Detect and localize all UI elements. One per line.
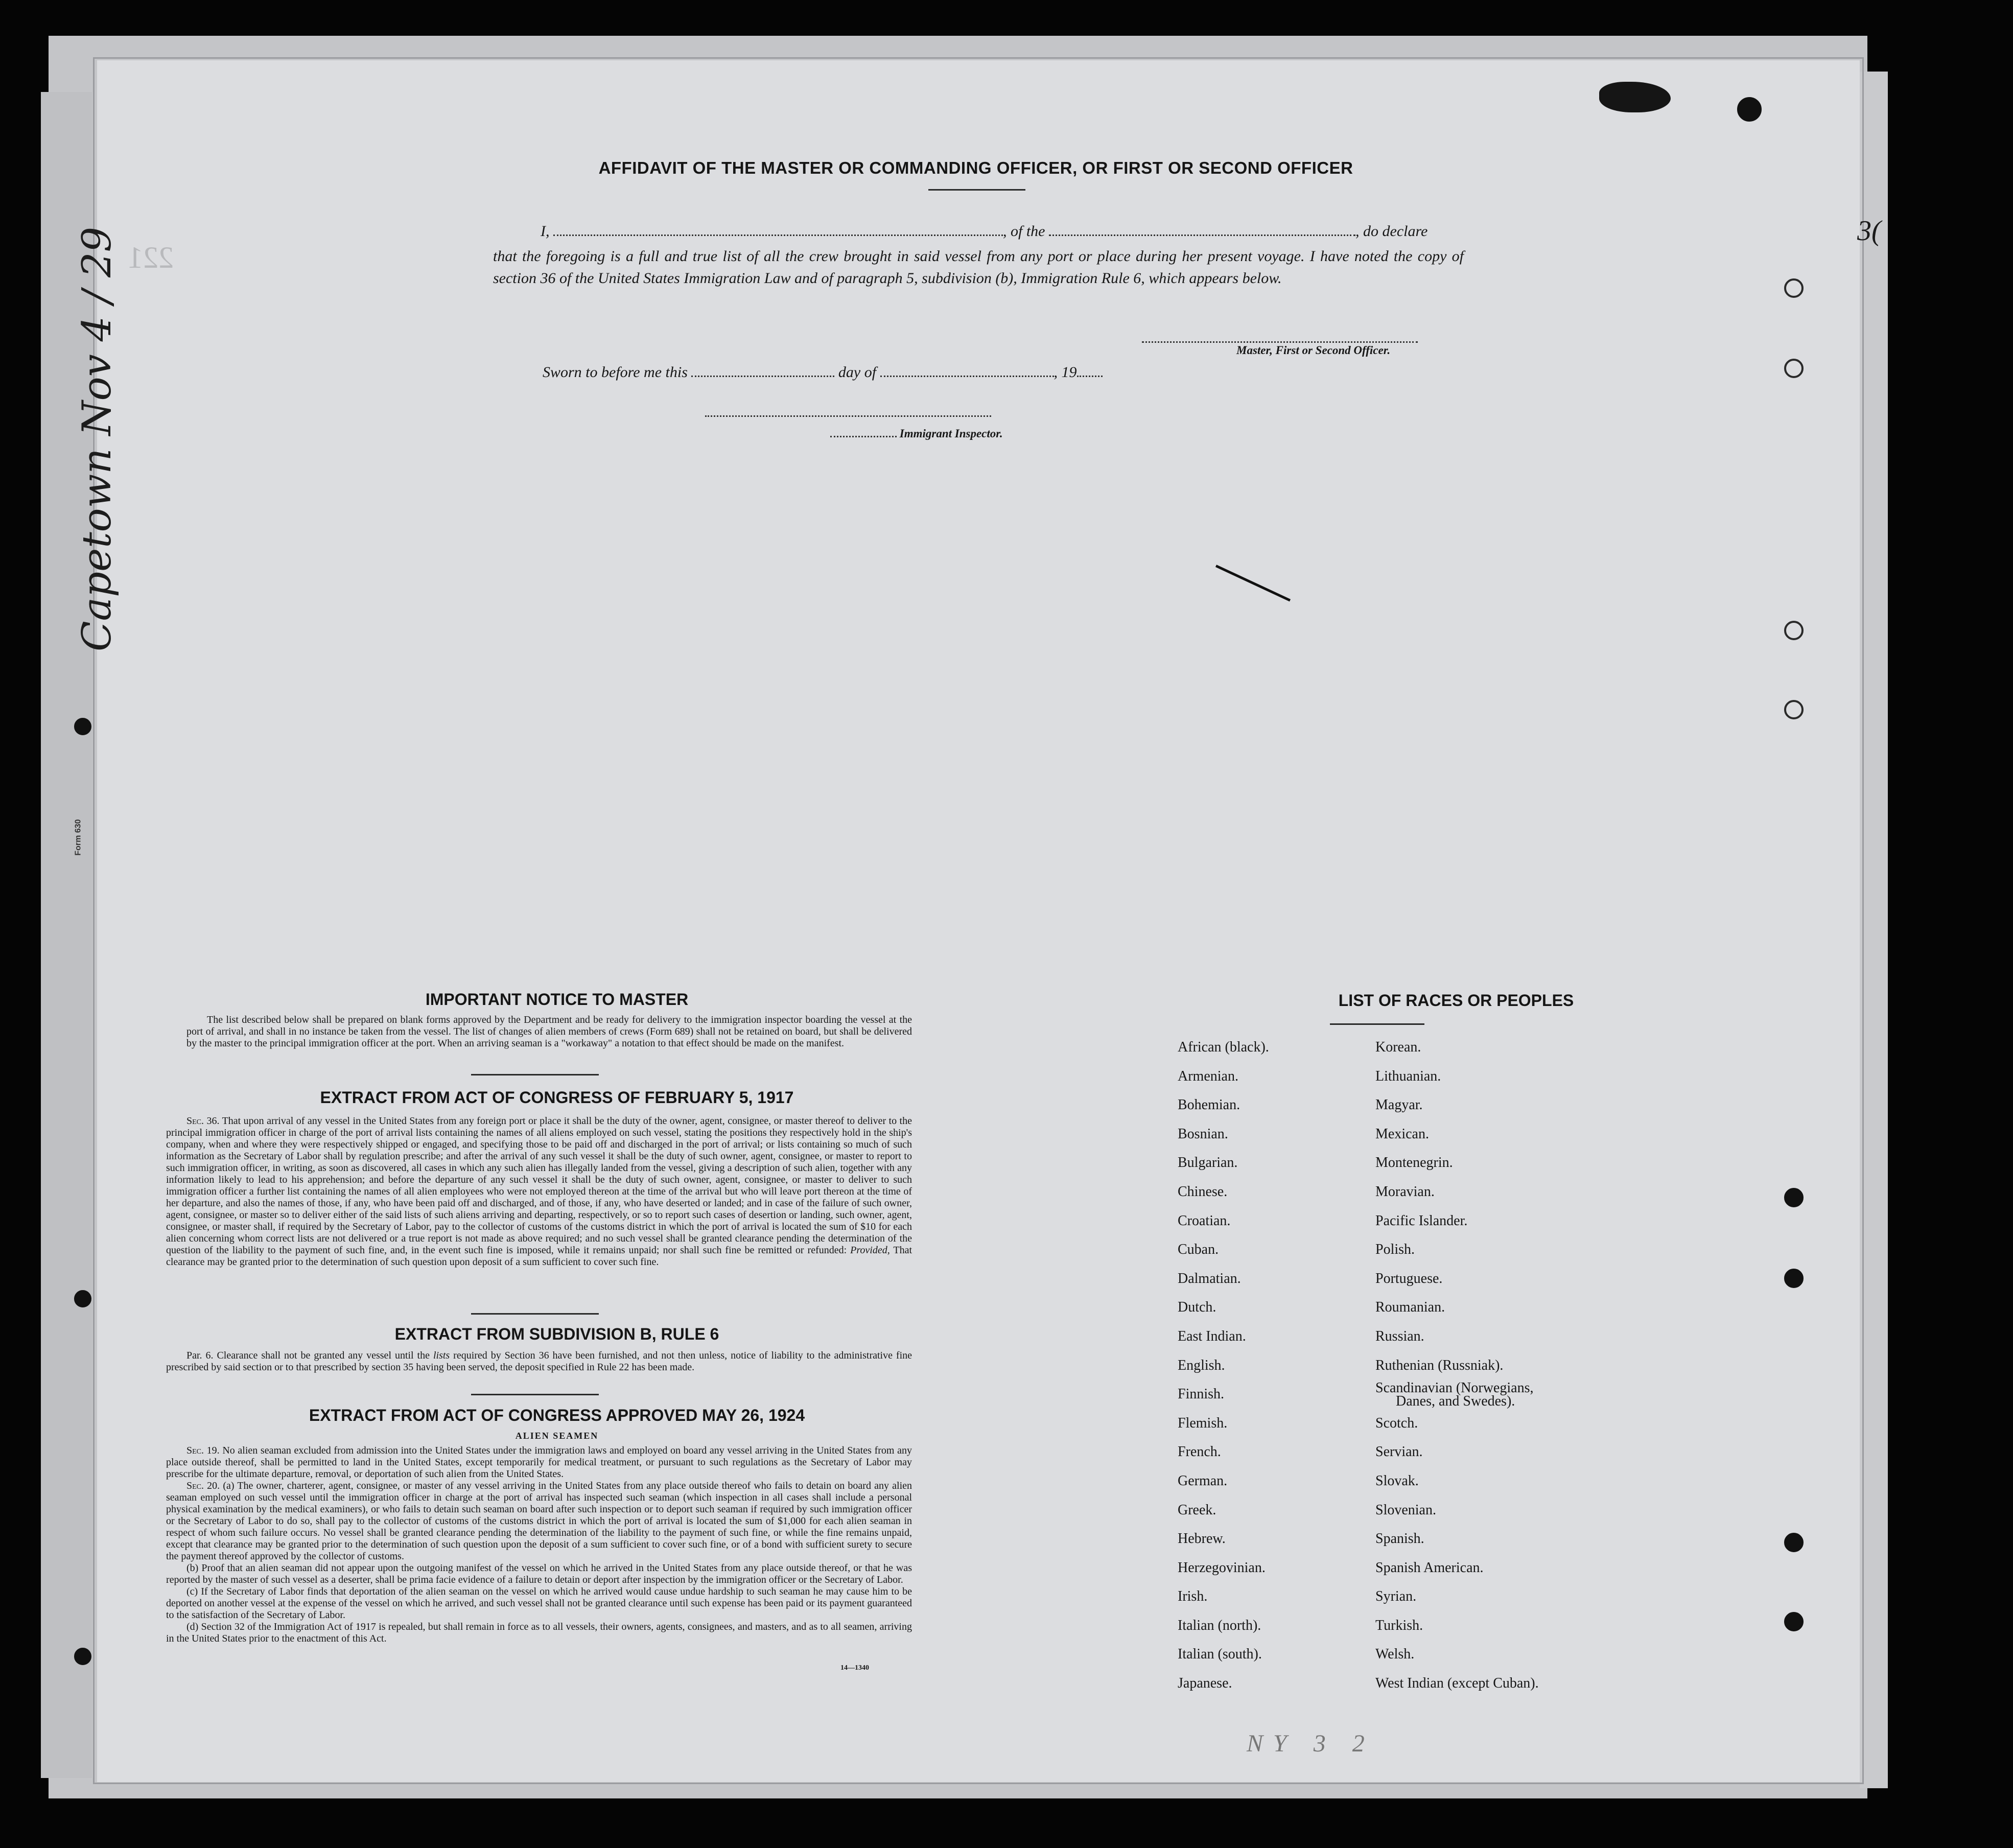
inspector-caption: Immigrant Inspector. xyxy=(899,427,1003,440)
sec-19-label: Sec. 19. xyxy=(186,1445,220,1456)
sec-20b-text: (b) Proof that an alien seaman did not appear upon the outgoing manifest of the vessel on which he arrived in the United States from any place outside thereof, or that he was reported by the master of such vessel as a deserter, shall be prima facie evidence of a failure to detain or deport after inspection by the immigration officer or the Secretary of Labor. xyxy=(166,1562,912,1585)
race-item: Montenegrin. xyxy=(1375,1155,1453,1171)
race-item: Moravian. xyxy=(1375,1183,1435,1200)
race-item: Dalmatian. xyxy=(1178,1270,1241,1286)
provided-text: That clearance may be granted prior to the determination of such question upon deposit of a sum sufficient to cover such fine. xyxy=(166,1245,912,1268)
extract-1917-body xyxy=(166,1115,912,1268)
affidavit-title: AFFIDAVIT OF THE MASTER OR COMMANDING OFFICER, OR FIRST OR SECOND OFFICER xyxy=(598,158,1353,177)
sworn-year-field[interactable] xyxy=(1077,370,1103,377)
race-item: Welsh. xyxy=(1375,1646,1415,1663)
race-item: Ruthenian (Russniak). xyxy=(1375,1357,1504,1373)
binding-hole xyxy=(1784,278,1804,298)
notice-body xyxy=(186,1014,912,1049)
year-prefix: , 19 xyxy=(1054,364,1077,381)
binding-hole xyxy=(1737,97,1762,122)
race-item: Japanese. xyxy=(1178,1675,1232,1692)
race-item: Mexican. xyxy=(1375,1126,1429,1142)
race-item: Cuban. xyxy=(1178,1242,1219,1258)
handwritten-port-date: Capetown Nov 4 / 29 xyxy=(74,226,120,651)
race-item: Dutch. xyxy=(1178,1299,1216,1316)
race-item: Slovak. xyxy=(1375,1472,1419,1489)
form-number-label: Form 630 xyxy=(74,819,83,856)
race-item: Herzegovinian. xyxy=(1178,1559,1266,1576)
i-label: I, xyxy=(541,223,550,240)
rule-6-title: EXTRACT FROM SUBDIVISION B, RULE 6 xyxy=(394,1325,719,1343)
title-rule xyxy=(928,189,1025,191)
signature-line[interactable] xyxy=(1142,341,1418,343)
stamp-number: 221 xyxy=(128,241,174,274)
race-item: Magyar. xyxy=(1375,1097,1423,1113)
extract-1924-body xyxy=(166,1445,912,1645)
declaration-line xyxy=(541,223,1460,240)
race-item: Korean. xyxy=(1375,1039,1421,1055)
race-item: Bulgarian. xyxy=(1178,1155,1238,1171)
race-item: African (black). xyxy=(1178,1039,1269,1055)
section-rule xyxy=(471,1074,599,1075)
race-item: Bosnian. xyxy=(1178,1126,1228,1142)
binding-hole xyxy=(1784,1188,1804,1207)
extract-1917-title: EXTRACT FROM ACT OF CONGRESS OF FEBRUARY 5, 1917 xyxy=(320,1088,794,1107)
alien-seamen-subtitle: ALIEN SEAMEN xyxy=(515,1431,599,1441)
rule-6-text-a: Par. 6. Clearance shall not be granted any vessel until the xyxy=(186,1350,430,1361)
binding-hole xyxy=(74,1290,91,1307)
section-rule xyxy=(471,1394,599,1395)
provided-label: Provided, xyxy=(850,1245,890,1256)
binding-hole xyxy=(1784,1269,1804,1288)
races-title: LIST OF RACES OR PEOPLES xyxy=(1338,991,1574,1010)
races-left-column xyxy=(1178,1033,1269,1698)
inspector-line xyxy=(830,427,1003,440)
race-item: West Indian (except Cuban). xyxy=(1375,1675,1539,1692)
officer-name-field[interactable] xyxy=(553,229,1003,236)
race-item: Scotch. xyxy=(1375,1415,1418,1431)
do-declare-label: , do declare xyxy=(1355,223,1428,240)
races-right-column xyxy=(1375,1033,1539,1698)
signature-caption: Master, First or Second Officer. xyxy=(1236,344,1391,357)
binding-hole xyxy=(1784,1533,1804,1552)
notice-text: The list described below shall be prepared on blank forms approved by the Department and be ready for delivery to the immigration inspector boarding the vessel at the port of arrival, and shall in no instance be taken from the vessel. The list of changes of alien members of crews (Form 689) shall not be retained on board, but shall be delivered by the master to the principal immigration officer at the port. When an arriving seaman is a "workaway" a notation to that effect should be made on the manifest. xyxy=(186,1014,912,1049)
race-item: Italian (south). xyxy=(1178,1646,1262,1663)
sec-20d-text: (d) Section 32 of the Immigration Act of 1917 is repealed, but shall remain in force as to all vessels, their owners, agents, consignees, and masters, and as to all seamen, arriving in the United States prior to the enactment of this Act. xyxy=(166,1621,912,1644)
day-of-label: day of xyxy=(838,364,877,381)
corner-mark: 3( xyxy=(1857,215,1881,247)
race-item: Flemish. xyxy=(1178,1415,1228,1431)
race-item: Syrian. xyxy=(1375,1588,1417,1605)
race-item: Bohemian. xyxy=(1178,1097,1240,1113)
rule-6-body xyxy=(166,1350,912,1373)
race-item: Armenian. xyxy=(1178,1068,1238,1084)
race-item: French. xyxy=(1178,1444,1221,1460)
race-item-continuation: Danes, and Swedes). xyxy=(1396,1393,1515,1410)
race-item: Chinese. xyxy=(1178,1183,1228,1200)
extract-1924-title: EXTRACT FROM ACT OF CONGRESS APPROVED MAY 26, 1924 xyxy=(309,1406,805,1424)
binding-hole xyxy=(74,1648,91,1665)
sworn-month-field[interactable] xyxy=(880,370,1054,377)
race-item: Finnish. xyxy=(1178,1386,1225,1402)
sec-36-text: That upon arrival of any vessel in the United States from any foreign port or place it shall be the duty of the owner, agent, consignee, or master thereof to deliver to the principal immigration officer in charge of the port of arrival lists containing the names of all aliens employed on such vessel, stating the positions they respectively hold in the ship's company, when and where they were respectively shipped or engaged, and specifying those to be paid off and discharged in the port of arrival; or lists containing so much of such information as the Secretary of Labor shall by regulation prescribe; and after the arrival of any such vessel it shall be the duty of such owner, agent, consignee, or master to report to such immigration officer, in writing, as soon as discovered, all cases in which any such alien has illegally landed from the vessel, giving a description of such alien, together with any information likely to lead to his apprehension; and before the departure of any such vessel it shall be the duty of such owner, agent, consignee, or master to deliver to such immigration officer a further list containing the names of all alien employees who were not employed thereon at the time of the arrival but who will leave port thereon at the time of her departure, and also the names of those, if any, who have been paid off and discharged, and of those, if any, who have deserted or landed; and in case of the failure of such owner, agent, consignee, or master so to deliver either of the said lists of such aliens arriving and departing, respectively, or so to report such cases of desertion or landing, such owner, agent, consignee, or master shall, if required by the Secretary of Labor, pay to the collector of customs of the customs district in which the port of arrival is located the sum of $10 for each alien concerning whom correct lists are not delivered or a true report is not made as above required; and no such vessel shall be granted clearance pending the determination of the question of the liability to the payment of such fine, and, in the event such fine is imposed, while it remains unpaid; nor shall such fine be remitted or refunded: xyxy=(166,1115,912,1256)
race-item: Roumanian. xyxy=(1375,1299,1445,1316)
race-item: Italian (north). xyxy=(1178,1617,1261,1633)
section-rule xyxy=(471,1313,599,1315)
bottom-handwriting: NY 3 2 xyxy=(1247,1730,1375,1757)
race-item: Croatian. xyxy=(1178,1212,1231,1229)
inspector-name-field[interactable] xyxy=(830,431,897,437)
rule-6-text-b: required by Section 36 have been furnished, and not then unless, notice of liability to the administrative fine prescribed by said section or to that prescribed by section 35 having been served, the deposit specified in Rule 22 has been made. xyxy=(166,1350,912,1373)
binding-hole xyxy=(1784,1612,1804,1631)
race-item: German. xyxy=(1178,1472,1228,1489)
race-item xyxy=(1375,1380,1539,1409)
race-item: East Indian. xyxy=(1178,1328,1246,1344)
race-item: Portuguese. xyxy=(1375,1270,1443,1286)
sec-20a-text: (a) The owner, charterer, agent, consignee, or master of any vessel arriving in the United States from any place outside thereof who fails to detain on board any alien seaman employed on such vessel until the immigration officer in charge at the port of arrival has inspected such seaman (which inspection in all cases shall include a personal physical examination by the medical examiners), or who fails to detain such seaman on board after such inspection or to deport such seaman if required by such immigration officer or the Secretary of Labor to do so, shall pay to the collector of customs of the customs district in which the port of arrival is located the sum of $1,000 for each alien seaman in respect of whom such failure occurs. No vessel shall be granted clearance pending the determination of the liability to the payment of such fine, or while the fine remains unpaid, except that clearance may be granted prior to the determination of such question upon the deposit of a sum sufficient to cover such fine, or of a bond with sufficient surety to secure the payment thereof approved by the collector of customs. xyxy=(166,1480,912,1562)
race-item: Greek. xyxy=(1178,1502,1216,1518)
sec-19-text: No alien seaman excluded from admission into the United States under the immigration laws and employed on board any vessel arriving in the United States from any place outside thereof, shall be permitted to land in the United States, except temporarily for medical treatment, or pursuant to such regulations as the Secretary of Labor may prescribe for the ultimate departure, removal, or deportation of such alien from the United States. xyxy=(166,1445,912,1480)
race-item: Hebrew. xyxy=(1178,1531,1226,1547)
print-code: 14—1340 xyxy=(840,1664,869,1672)
race-item: Pacific Islander. xyxy=(1375,1212,1468,1229)
inspector-signature-line[interactable] xyxy=(705,415,991,417)
binding-hole xyxy=(1784,700,1804,719)
of-the-label: , of the xyxy=(1003,223,1045,240)
vessel-name-field[interactable] xyxy=(1049,229,1355,236)
binding-hole xyxy=(74,718,91,735)
binding-hole xyxy=(1784,621,1804,640)
race-item: Slovenian. xyxy=(1375,1502,1436,1518)
race-item: Lithuanian. xyxy=(1375,1068,1441,1084)
race-item: Servian. xyxy=(1375,1444,1423,1460)
race-item: Polish. xyxy=(1375,1242,1415,1258)
races-title-rule xyxy=(1330,1023,1424,1025)
notice-title: IMPORTANT NOTICE TO MASTER xyxy=(425,990,689,1009)
race-item: Russian. xyxy=(1375,1328,1424,1344)
declaration-text: that the foregoing is a full and true list of all the crew brought in said vessel from any port or place during her present voyage. I have noted the copy of section 36 of the United States Immigration Law and of paragraph 5, subdivision (b), Immigration Rule 6, which appears below. xyxy=(493,248,1464,287)
sec-36-label: Sec. 36. xyxy=(186,1115,220,1127)
sec-20-label: Sec. 20. xyxy=(186,1480,220,1491)
race-item: Spanish. xyxy=(1375,1531,1424,1547)
race-item: Turkish. xyxy=(1375,1617,1423,1633)
sworn-label: Sworn to before me this xyxy=(543,364,688,381)
sworn-line xyxy=(543,364,1103,381)
race-item: Irish. xyxy=(1178,1588,1208,1605)
underlying-page-3 xyxy=(1860,72,1888,1788)
lists-word: lists xyxy=(433,1350,450,1361)
race-item: Spanish American. xyxy=(1375,1559,1484,1576)
sec-20c-text: (c) If the Secretary of Labor finds that deportation of the alien seaman on the vessel on which he arrived would cause undue hardship to such seaman he may cause him to be deported on another vessel at the expense of the vessel on which he arrived, and such vessel shall not be granted clearance until such expense has been paid or its payment guaranteed to the satisfaction of the Secretary of Labor. xyxy=(166,1586,912,1621)
binding-hole xyxy=(1784,359,1804,378)
race-item-text: Scandinavian (Norwegians, xyxy=(1375,1380,1534,1396)
sworn-day-field[interactable] xyxy=(691,370,834,377)
race-item: English. xyxy=(1178,1357,1225,1373)
